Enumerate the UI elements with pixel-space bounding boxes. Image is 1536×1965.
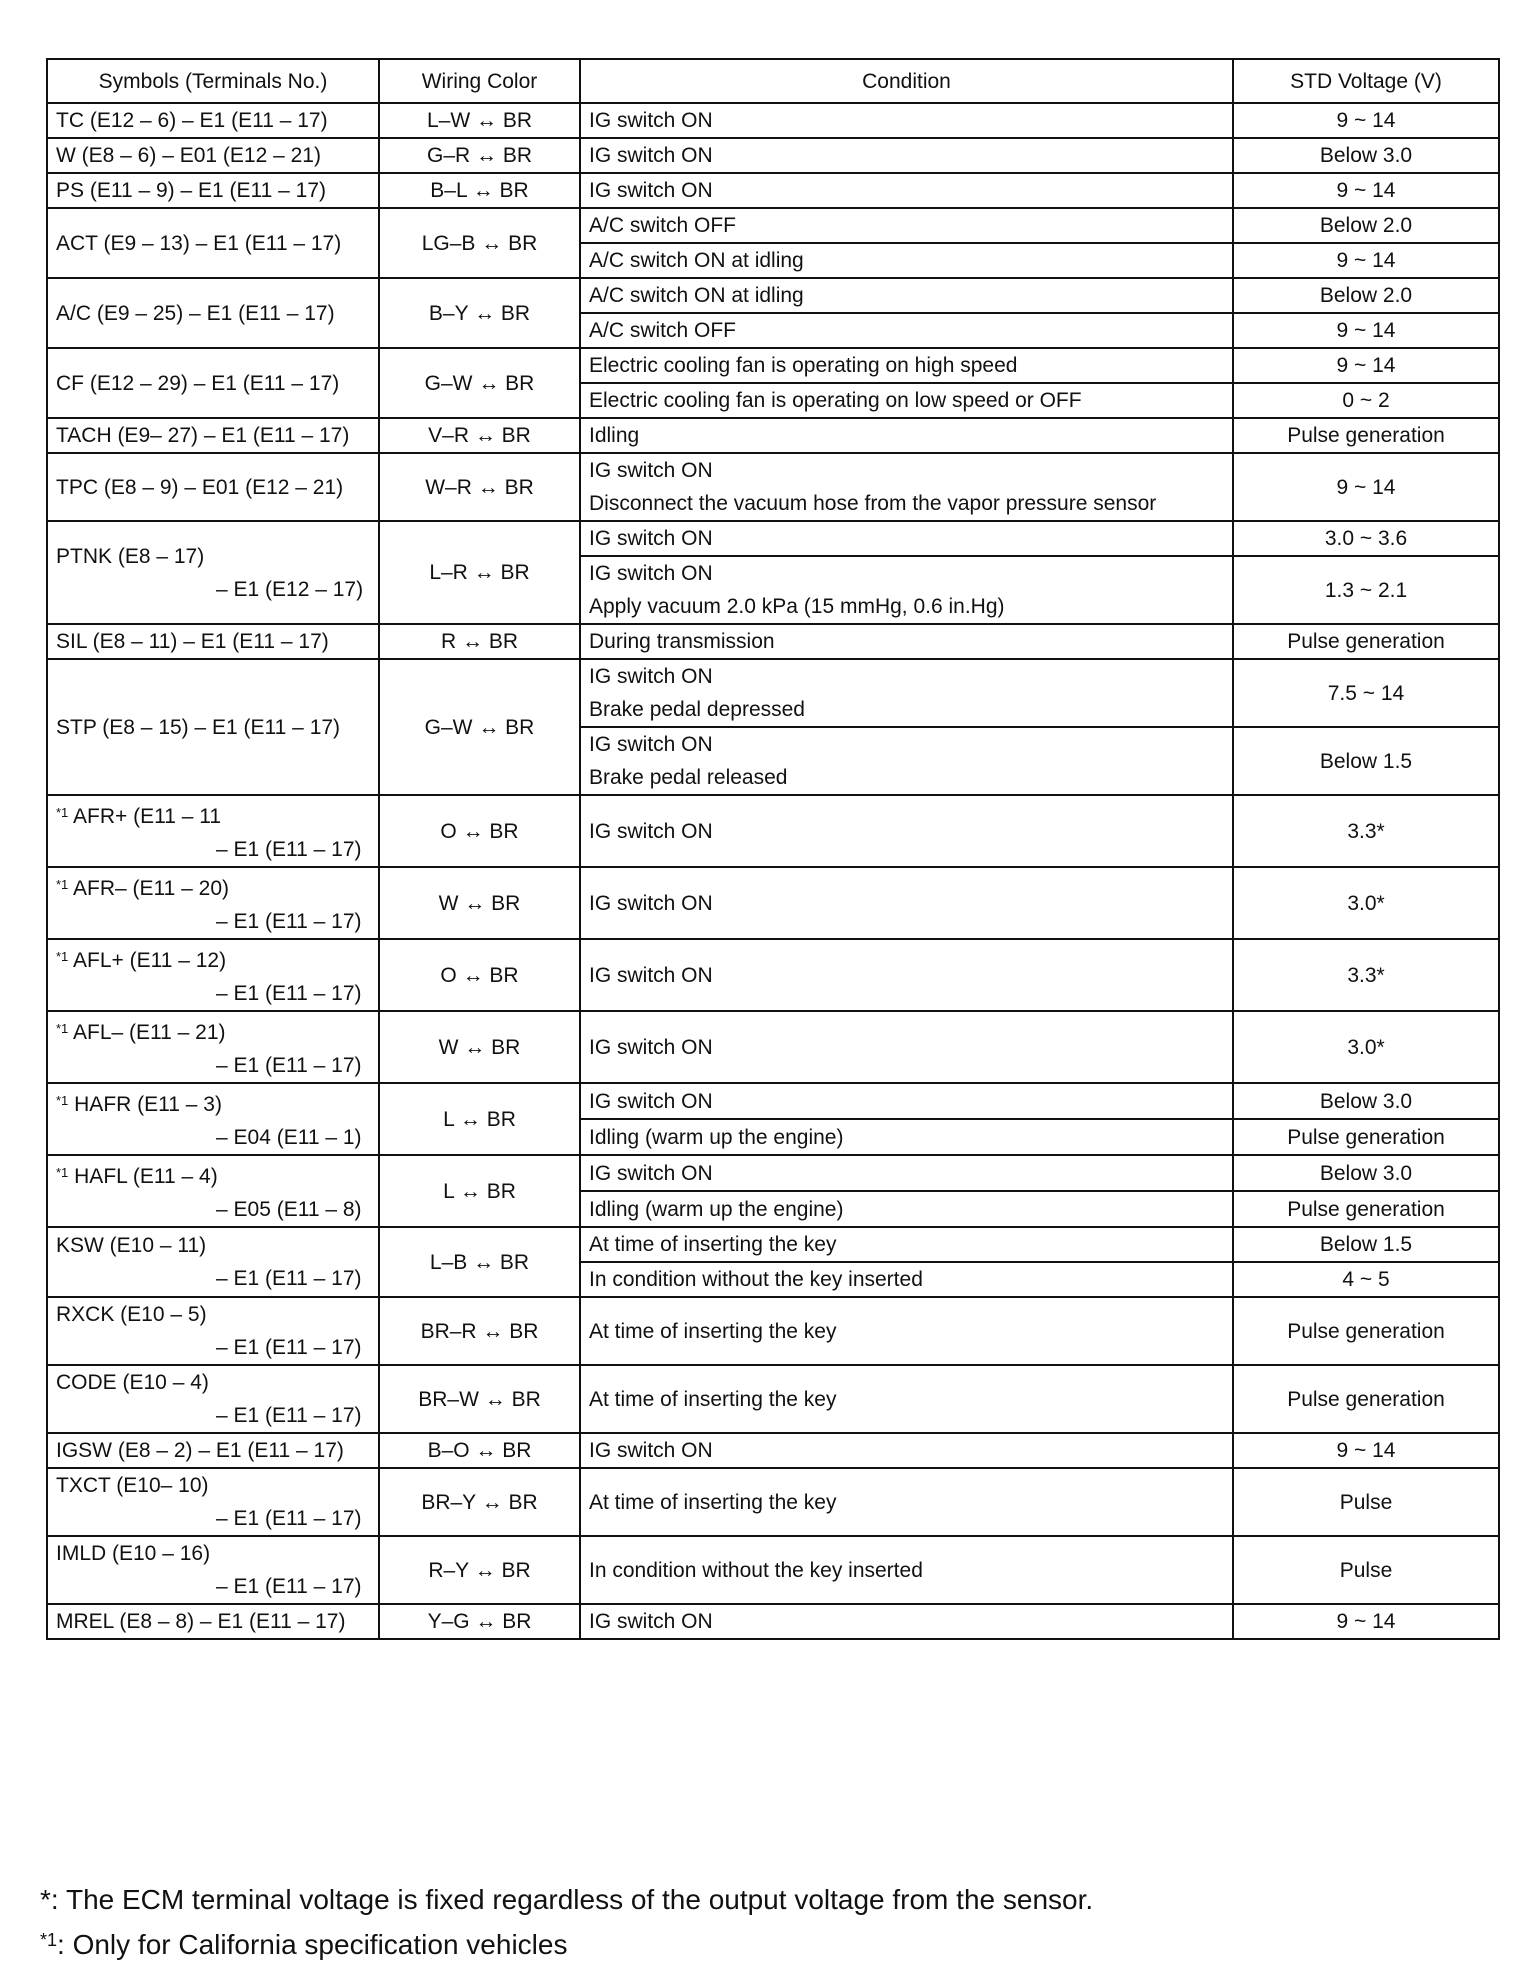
footnote-mark: *1 bbox=[56, 877, 69, 892]
terminal-voltage-table bbox=[46, 58, 1500, 1640]
wiring-color-cell: O ↔ BR bbox=[379, 939, 580, 1011]
terminal-symbol-cell bbox=[47, 1155, 379, 1227]
condition-text: IG switch ON bbox=[589, 733, 713, 756]
wiring-color-cell: B–L ↔ BR bbox=[379, 173, 580, 208]
terminal-to: – E1 (E12 – 17) bbox=[216, 577, 364, 601]
header-wiring-color: Wiring Color bbox=[379, 59, 580, 103]
wiring-color-cell: BR–Y ↔ BR bbox=[379, 1468, 580, 1536]
std-voltage-cell: Pulse generation bbox=[1233, 1365, 1499, 1433]
terminal-from: CF (E12 – 29) – E1 (E11 – 17) bbox=[56, 371, 340, 395]
condition-text: Idling bbox=[589, 424, 640, 447]
condition-text: IG switch ON bbox=[589, 1035, 713, 1059]
terminal-from: TXCT (E10– 10) bbox=[56, 1474, 209, 1497]
condition-text: IG switch ON bbox=[589, 1161, 713, 1185]
terminal-symbol bbox=[56, 940, 370, 977]
terminal-from: A/C (E9 – 25) – E1 (E11 – 17) bbox=[56, 301, 335, 325]
wiring-color-cell: W ↔ BR bbox=[379, 1011, 580, 1083]
condition-cell bbox=[580, 1119, 1233, 1155]
footnote-asterisk bbox=[40, 1880, 1500, 1920]
footnote-mark: *1 bbox=[56, 1093, 69, 1108]
wiring-color-cell: R–Y ↔ BR bbox=[379, 1536, 580, 1604]
condition-cell bbox=[580, 418, 1233, 453]
std-voltage-cell: Below 1.5 bbox=[1233, 727, 1499, 795]
condition-text: IG switch ON bbox=[589, 109, 713, 132]
condition-cell bbox=[580, 939, 1233, 1011]
footnote-california bbox=[40, 1920, 1500, 1965]
std-voltage-cell: 9 ~ 14 bbox=[1233, 348, 1499, 383]
terminal-to: – E1 (E11 – 17) bbox=[216, 910, 362, 933]
terminal-symbol-cell bbox=[47, 278, 379, 348]
wiring-color-cell: L–W ↔ BR bbox=[379, 103, 580, 138]
condition-text: Brake pedal depressed bbox=[589, 698, 805, 721]
wiring-color-cell: O ↔ BR bbox=[379, 795, 580, 867]
table-row bbox=[47, 278, 1499, 313]
terminal-symbol-cell bbox=[47, 173, 379, 208]
terminal-to: – E1 (E11 – 17) bbox=[216, 1404, 362, 1427]
terminal-symbol-cell bbox=[47, 1227, 379, 1297]
condition-text: In condition without the key inserted bbox=[589, 1268, 923, 1291]
condition-cell bbox=[580, 1262, 1233, 1297]
std-voltage-cell: Pulse generation bbox=[1233, 1297, 1499, 1365]
table-row bbox=[47, 939, 1499, 1011]
terminal-symbol bbox=[56, 1298, 370, 1331]
terminal-symbol-cell bbox=[47, 453, 379, 521]
terminal-symbol-cell bbox=[47, 521, 379, 624]
terminal-symbol bbox=[56, 139, 370, 172]
terminal-symbol-cell bbox=[47, 1604, 379, 1639]
terminal-symbol bbox=[56, 540, 370, 573]
condition-cell bbox=[580, 278, 1233, 313]
condition-text: IG switch ON bbox=[589, 1610, 713, 1633]
table-row bbox=[47, 1011, 1499, 1083]
terminal-from: AFR+ (E11 – 11 bbox=[72, 805, 222, 828]
terminal-from: SIL (E8 – 11) – E1 (E11 – 17) bbox=[56, 630, 329, 653]
std-voltage-cell: 4 ~ 5 bbox=[1233, 1262, 1499, 1297]
terminal-symbol-cell bbox=[47, 348, 379, 418]
wiring-color-cell: B–Y ↔ BR bbox=[379, 278, 580, 348]
table-body bbox=[47, 103, 1499, 1639]
condition-text: A/C switch OFF bbox=[589, 214, 737, 237]
std-voltage-cell: 9 ~ 14 bbox=[1233, 173, 1499, 208]
terminal-symbol bbox=[56, 1605, 370, 1638]
condition-cell bbox=[580, 1536, 1233, 1604]
std-voltage-cell: 3.0 ~ 3.6 bbox=[1233, 521, 1499, 556]
condition-text: IG switch ON bbox=[589, 891, 713, 915]
footnote-mark: *1 bbox=[40, 1930, 58, 1950]
condition-cell bbox=[580, 138, 1233, 173]
wiring-color-cell: B–O ↔ BR bbox=[379, 1433, 580, 1468]
table-row bbox=[47, 624, 1499, 659]
terminal-to: – E1 (E11 – 17) bbox=[216, 1507, 362, 1530]
terminal-symbol bbox=[56, 367, 370, 400]
terminal-from: TC (E12 – 6) – E1 (E11 – 17) bbox=[56, 109, 328, 132]
terminal-to: – E05 (E11 – 8) bbox=[216, 1198, 362, 1221]
terminal-symbol bbox=[56, 227, 370, 260]
terminal-to: – E1 (E11 – 17) bbox=[216, 1575, 362, 1598]
table-row bbox=[47, 1536, 1499, 1604]
table-row bbox=[47, 1083, 1499, 1119]
terminal-from: STP (E8 – 15) – E1 (E11 – 17) bbox=[56, 715, 341, 739]
condition-cell bbox=[580, 867, 1233, 939]
footnote-mark: *1 bbox=[56, 805, 69, 820]
terminal-symbol-cell bbox=[47, 418, 379, 453]
condition-cell bbox=[580, 1365, 1233, 1433]
condition-text: IG switch ON bbox=[589, 963, 713, 987]
footnote-mark: *1 bbox=[56, 1165, 69, 1180]
wiring-color-cell: G–R ↔ BR bbox=[379, 138, 580, 173]
condition-cell bbox=[580, 103, 1233, 138]
condition-cell bbox=[580, 795, 1233, 867]
std-voltage-cell: Pulse bbox=[1233, 1468, 1499, 1536]
std-voltage-cell: 9 ~ 14 bbox=[1233, 1433, 1499, 1468]
terminal-from: PS (E11 – 9) – E1 (E11 – 17) bbox=[56, 179, 327, 202]
terminal-symbol bbox=[56, 1084, 370, 1121]
header-row bbox=[47, 59, 1499, 103]
condition-cell bbox=[580, 208, 1233, 243]
condition-text: Idling (warm up the engine) bbox=[589, 1125, 844, 1149]
condition-text: IG switch ON bbox=[589, 179, 713, 202]
std-voltage-cell: 3.3* bbox=[1233, 939, 1499, 1011]
std-voltage-cell: 1.3 ~ 2.1 bbox=[1233, 556, 1499, 624]
table-row bbox=[47, 1468, 1499, 1536]
terminal-symbol bbox=[56, 104, 370, 137]
terminal-symbol bbox=[56, 1229, 370, 1262]
header-std-voltage: STD Voltage (V) bbox=[1233, 59, 1499, 103]
wiring-color-cell: V–R ↔ BR bbox=[379, 418, 580, 453]
condition-text: At time of inserting the key bbox=[589, 1387, 837, 1411]
terminal-from: TACH (E9– 27) – E1 (E11 – 17) bbox=[56, 424, 350, 447]
wiring-color-cell: G–W ↔ BR bbox=[379, 659, 580, 795]
std-voltage-cell: Pulse generation bbox=[1233, 1191, 1499, 1227]
std-voltage-cell: Pulse bbox=[1233, 1536, 1499, 1604]
footnote-mark: *1 bbox=[56, 1021, 69, 1036]
std-voltage-cell: 0 ~ 2 bbox=[1233, 383, 1499, 418]
std-voltage-cell: 3.0* bbox=[1233, 867, 1499, 939]
condition-text: Electric cooling fan is operating on low speed or OFF bbox=[589, 389, 1082, 412]
terminal-to: – E1 (E11 – 17) bbox=[216, 1336, 362, 1359]
terminal-symbol-cell bbox=[47, 867, 379, 939]
terminal-symbol bbox=[56, 796, 370, 833]
wiring-color-cell: W ↔ BR bbox=[379, 867, 580, 939]
std-voltage-cell: 3.3* bbox=[1233, 795, 1499, 867]
table-row bbox=[47, 521, 1499, 556]
terminal-to: – E1 (E11 – 17) bbox=[216, 838, 362, 861]
condition-cell bbox=[580, 1604, 1233, 1639]
terminal-symbol bbox=[56, 1469, 370, 1502]
terminal-from: HAFR (E11 – 3) bbox=[74, 1093, 222, 1116]
terminal-symbol-cell bbox=[47, 1433, 379, 1468]
terminal-symbol bbox=[56, 174, 370, 207]
condition-cell bbox=[580, 556, 1233, 624]
condition-cell bbox=[580, 727, 1233, 795]
std-voltage-cell: 9 ~ 14 bbox=[1233, 243, 1499, 278]
terminal-symbol bbox=[56, 1537, 370, 1570]
wiring-color-cell: L–R ↔ BR bbox=[379, 521, 580, 624]
table-row bbox=[47, 1604, 1499, 1639]
terminal-to: – E04 (E11 – 1) bbox=[216, 1126, 362, 1149]
condition-text: IG switch ON bbox=[589, 1089, 713, 1113]
table-row bbox=[47, 1155, 1499, 1191]
terminal-to: – E1 (E11 – 17) bbox=[216, 1054, 362, 1077]
table-row bbox=[47, 659, 1499, 727]
condition-cell bbox=[580, 1011, 1233, 1083]
terminal-symbol-cell bbox=[47, 659, 379, 795]
condition-cell bbox=[580, 1468, 1233, 1536]
footnote-mark: *1 bbox=[56, 949, 69, 964]
terminal-symbol bbox=[56, 1012, 370, 1049]
condition-cell bbox=[580, 1433, 1233, 1468]
terminal-symbol bbox=[56, 297, 370, 330]
terminal-symbol-cell bbox=[47, 624, 379, 659]
table-row bbox=[47, 138, 1499, 173]
terminal-to: – E1 (E11 – 17) bbox=[216, 1267, 362, 1290]
table-row bbox=[47, 453, 1499, 521]
terminal-symbol-cell bbox=[47, 1011, 379, 1083]
std-voltage-cell: 9 ~ 14 bbox=[1233, 103, 1499, 138]
header-symbols: Symbols (Terminals No.) bbox=[47, 59, 379, 103]
terminal-from: TPC (E8 – 9) – E01 (E12 – 21) bbox=[56, 475, 344, 499]
condition-cell bbox=[580, 383, 1233, 418]
std-voltage-cell: Below 3.0 bbox=[1233, 1155, 1499, 1191]
condition-text: Idling (warm up the engine) bbox=[589, 1197, 844, 1221]
condition-cell bbox=[580, 624, 1233, 659]
std-voltage-cell: Pulse generation bbox=[1233, 418, 1499, 453]
table-row bbox=[47, 348, 1499, 383]
terminal-symbol-cell bbox=[47, 1468, 379, 1536]
wiring-color-cell: W–R ↔ BR bbox=[379, 453, 580, 521]
condition-cell bbox=[580, 453, 1233, 521]
terminal-symbol-cell bbox=[47, 1083, 379, 1155]
std-voltage-cell: 9 ~ 14 bbox=[1233, 313, 1499, 348]
terminal-from: RXCK (E10 – 5) bbox=[56, 1303, 207, 1326]
condition-cell bbox=[580, 1083, 1233, 1119]
terminal-symbol-cell bbox=[47, 138, 379, 173]
condition-cell bbox=[580, 348, 1233, 383]
std-voltage-cell: 3.0* bbox=[1233, 1011, 1499, 1083]
terminal-from: W (E8 – 6) – E01 (E12 – 21) bbox=[56, 144, 321, 167]
header-condition: Condition bbox=[580, 59, 1233, 103]
footnote-mark: * bbox=[40, 1884, 51, 1915]
terminal-symbol bbox=[56, 419, 370, 452]
wiring-color-cell: L ↔ BR bbox=[379, 1155, 580, 1227]
wiring-color-cell: L ↔ BR bbox=[379, 1083, 580, 1155]
condition-cell bbox=[580, 1155, 1233, 1191]
std-voltage-cell: Below 3.0 bbox=[1233, 138, 1499, 173]
condition-text: IG switch ON bbox=[589, 459, 713, 482]
table-row bbox=[47, 173, 1499, 208]
table-row bbox=[47, 208, 1499, 243]
terminal-from: HAFL (E11 – 4) bbox=[74, 1165, 218, 1188]
footnote-text: : The ECM terminal voltage is fixed regardless of the output voltage from the sensor. bbox=[50, 1884, 1094, 1915]
terminal-symbol-cell bbox=[47, 939, 379, 1011]
std-voltage-cell: Pulse generation bbox=[1233, 1119, 1499, 1155]
terminal-symbol bbox=[56, 1366, 370, 1399]
table-row bbox=[47, 1227, 1499, 1262]
terminal-symbol-cell bbox=[47, 1536, 379, 1604]
terminal-symbol-cell bbox=[47, 1297, 379, 1365]
terminal-symbol bbox=[56, 868, 370, 905]
terminal-symbol bbox=[56, 625, 370, 658]
terminal-from: IMLD (E10 – 16) bbox=[56, 1542, 211, 1565]
condition-text: In condition without the key inserted bbox=[589, 1558, 923, 1582]
condition-text: IG switch ON bbox=[589, 527, 713, 550]
terminal-from: KSW (E10 – 11) bbox=[56, 1234, 207, 1257]
wiring-color-cell: R ↔ BR bbox=[379, 624, 580, 659]
condition-cell bbox=[580, 1297, 1233, 1365]
table-row bbox=[47, 103, 1499, 138]
condition-cell bbox=[580, 521, 1233, 556]
terminal-symbol-cell bbox=[47, 795, 379, 867]
std-voltage-cell: Below 3.0 bbox=[1233, 1083, 1499, 1119]
std-voltage-cell: 7.5 ~ 14 bbox=[1233, 659, 1499, 727]
terminal-from: IGSW (E8 – 2) – E1 (E11 – 17) bbox=[56, 1439, 344, 1462]
table-row bbox=[47, 1433, 1499, 1468]
condition-text: A/C switch ON at idling bbox=[589, 284, 804, 307]
condition-text: At time of inserting the key bbox=[589, 1319, 837, 1343]
table-row bbox=[47, 1365, 1499, 1433]
condition-text: A/C switch ON at idling bbox=[589, 249, 804, 272]
std-voltage-cell: 9 ~ 14 bbox=[1233, 453, 1499, 521]
terminal-from: AFL– (E11 – 21) bbox=[72, 1021, 226, 1044]
terminal-symbol bbox=[56, 471, 370, 504]
table-row bbox=[47, 418, 1499, 453]
std-voltage-cell: Below 2.0 bbox=[1233, 278, 1499, 313]
wiring-color-cell: BR–W ↔ BR bbox=[379, 1365, 580, 1433]
condition-text: During transmission bbox=[589, 630, 775, 653]
table-row bbox=[47, 867, 1499, 939]
terminal-symbol bbox=[56, 1434, 370, 1467]
terminal-from: CODE (E10 – 4) bbox=[56, 1371, 209, 1394]
condition-cell bbox=[580, 1227, 1233, 1262]
condition-cell bbox=[580, 659, 1233, 727]
condition-cell bbox=[580, 313, 1233, 348]
condition-cell bbox=[580, 243, 1233, 278]
footnote-text: : Only for California specification vehicles bbox=[57, 1929, 568, 1960]
footnotes bbox=[40, 1880, 1500, 1965]
terminal-symbol bbox=[56, 1156, 370, 1193]
condition-text: IG switch ON bbox=[589, 562, 713, 585]
condition-text: A/C switch OFF bbox=[589, 319, 737, 342]
terminal-voltage-sheet bbox=[46, 58, 1498, 1640]
wiring-color-cell: L–B ↔ BR bbox=[379, 1227, 580, 1297]
wiring-color-cell: LG–B ↔ BR bbox=[379, 208, 580, 278]
wiring-color-cell: BR–R ↔ BR bbox=[379, 1297, 580, 1365]
condition-text: At time of inserting the key bbox=[589, 1490, 837, 1514]
std-voltage-cell: Below 2.0 bbox=[1233, 208, 1499, 243]
condition-cell bbox=[580, 1191, 1233, 1227]
terminal-to: – E1 (E11 – 17) bbox=[216, 982, 362, 1005]
condition-cell bbox=[580, 173, 1233, 208]
condition-text: IG switch ON bbox=[589, 1439, 713, 1462]
terminal-symbol-cell bbox=[47, 1365, 379, 1433]
terminal-symbol-cell bbox=[47, 103, 379, 138]
condition-text: Apply vacuum 2.0 kPa (15 mmHg, 0.6 in.Hg) bbox=[589, 595, 1005, 618]
std-voltage-cell: Below 1.5 bbox=[1233, 1227, 1499, 1262]
table-row bbox=[47, 1297, 1499, 1365]
condition-text: Disconnect the vacuum hose from the vapor pressure sensor bbox=[589, 492, 1157, 515]
terminal-from: AFR– (E11 – 20) bbox=[72, 877, 229, 900]
condition-text: Brake pedal released bbox=[589, 766, 788, 789]
condition-text: IG switch ON bbox=[589, 144, 713, 167]
terminal-from: MREL (E8 – 8) – E1 (E11 – 17) bbox=[56, 1610, 346, 1633]
wiring-color-cell: G–W ↔ BR bbox=[379, 348, 580, 418]
terminal-symbol bbox=[56, 711, 370, 744]
condition-text: Electric cooling fan is operating on high speed bbox=[589, 354, 1018, 377]
wiring-color-cell: Y–G ↔ BR bbox=[379, 1604, 580, 1639]
terminal-from: PTNK (E8 – 17) bbox=[56, 544, 205, 568]
terminal-from: AFL+ (E11 – 12) bbox=[72, 949, 227, 972]
condition-text: IG switch ON bbox=[589, 665, 713, 688]
std-voltage-cell: Pulse generation bbox=[1233, 624, 1499, 659]
terminal-symbol-cell bbox=[47, 208, 379, 278]
terminal-from: ACT (E9 – 13) – E1 (E11 – 17) bbox=[56, 231, 342, 255]
table-row bbox=[47, 795, 1499, 867]
condition-text: IG switch ON bbox=[589, 819, 713, 843]
std-voltage-cell: 9 ~ 14 bbox=[1233, 1604, 1499, 1639]
condition-text: At time of inserting the key bbox=[589, 1233, 837, 1256]
